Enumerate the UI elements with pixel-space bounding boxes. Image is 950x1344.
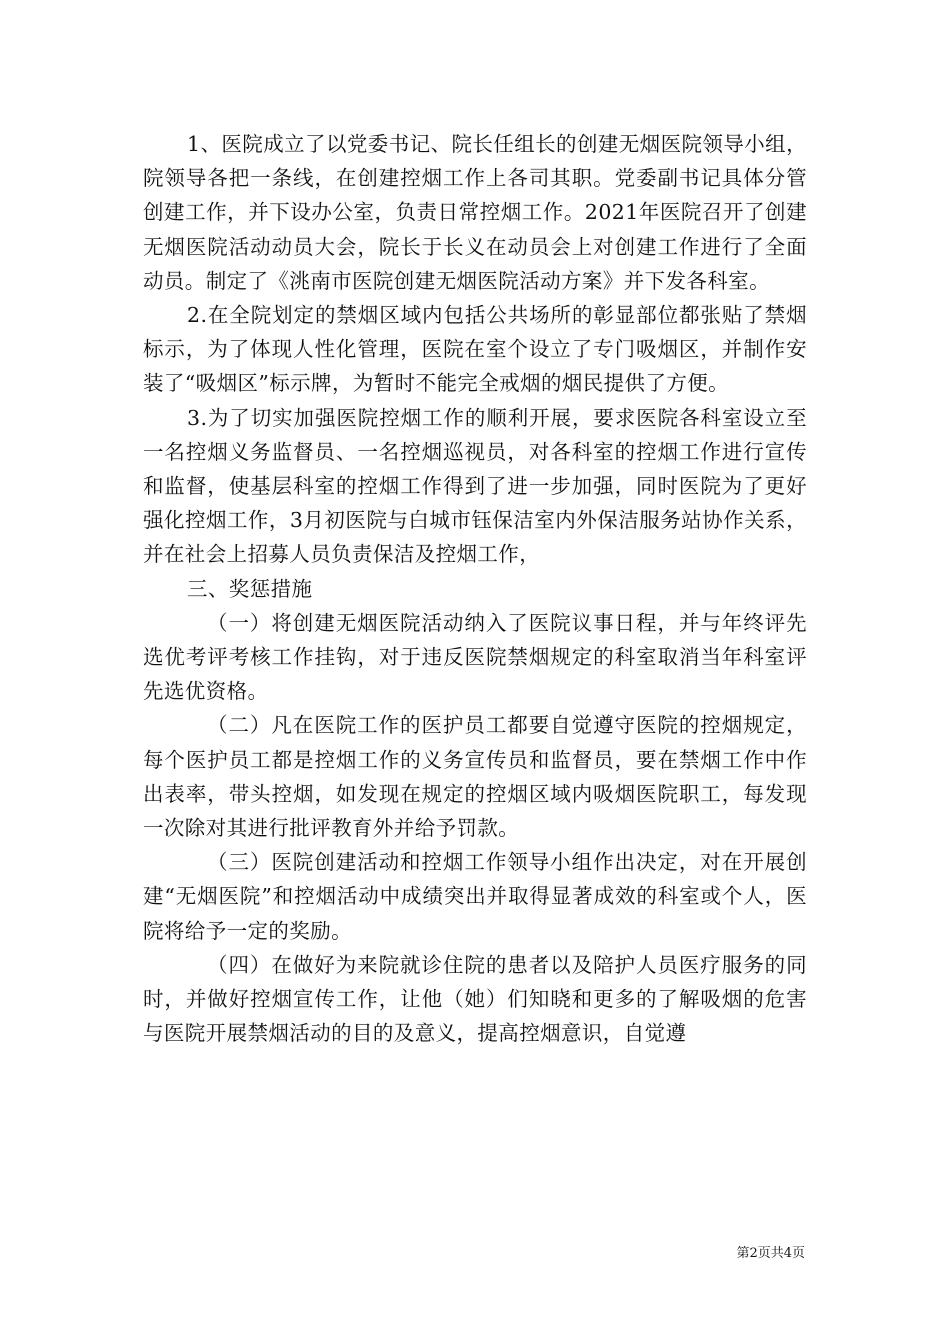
- paragraph-item-1: （一）将创建无烟医院活动纳入了医院议事日程，并与年终评先选优考评考核工作挂钩，对于违反医院禁烟规定的科室取消当年科室评先选优资格。: [143, 610, 807, 704]
- section-heading: 三、奖惩措施: [187, 576, 313, 601]
- paragraph-item-4: （四）在做好为来院就诊住院的患者以及陪护人员医疗服务的同时，并做好控烟宣传工作，让他（她）们知晓和更多的了解吸烟的危害与医院开展禁烟活动的目的及意义，提高控烟意识，自觉遵: [143, 952, 807, 1046]
- paragraph-2: 2.在全院划定的禁烟区域内包括公共场所的彰显部位都张贴了禁烟标示，为了体现人性化管理，医院在室个设立了专门吸烟区，并制作安装了“吸烟区”标示牌，为暂时不能完全戒烟的烟民提供了方便。: [143, 303, 807, 396]
- paragraph-item-3: （三）医院创建活动和控烟工作领导小组作出决定，对在开展创建“无烟医院”和控烟活动中成绩突出并取得显著成效的科室或个人，医院将给予一定的奖励。: [143, 850, 807, 943]
- document-body: [143, 127, 807, 1050]
- paragraph-item-2: （二）凡在医院工作的医护员工都要自觉遵守医院的控烟规定，每个医护员工都是控烟工作的义务宣传员和监督员，要在禁烟工作中作出表率，带头控烟，如发现在规定的控烟区域内吸烟医院职工，每发现一次除对其进行批评教育外并给予罚款。: [143, 713, 807, 841]
- paragraph-3: 3.为了切实加强医院控烟工作的顺利开展，要求医院各科室设立至一名控烟义务监督员、一名控烟巡视员，对各科室的控烟工作进行宣传和监督，使基层科室的控烟工作得到了进一步加强，同时医院为了更好强化控烟工作，3月初医院与白城市钰保洁室内外保洁服务站协作关系，并在社会上招募人员负责保洁及控烟工作，: [143, 405, 807, 567]
- paragraph-1: 1、医院成立了以党委书记、院长任组长的创建无烟医院领导小组，院领导各把一条线，在创建控烟工作上各司其职。党委副书记具体分管创建工作，并下设办公室，负责日常控烟工作。2021年医院召开了创建无烟医院活动动员大会，院长于长义在动员会上对创建工作进行了全面动员。制定了《洮南市医院创建无烟医院活动方案》并下发各科室。: [143, 132, 807, 293]
- page-number: 第2页共4页: [736, 1246, 805, 1261]
